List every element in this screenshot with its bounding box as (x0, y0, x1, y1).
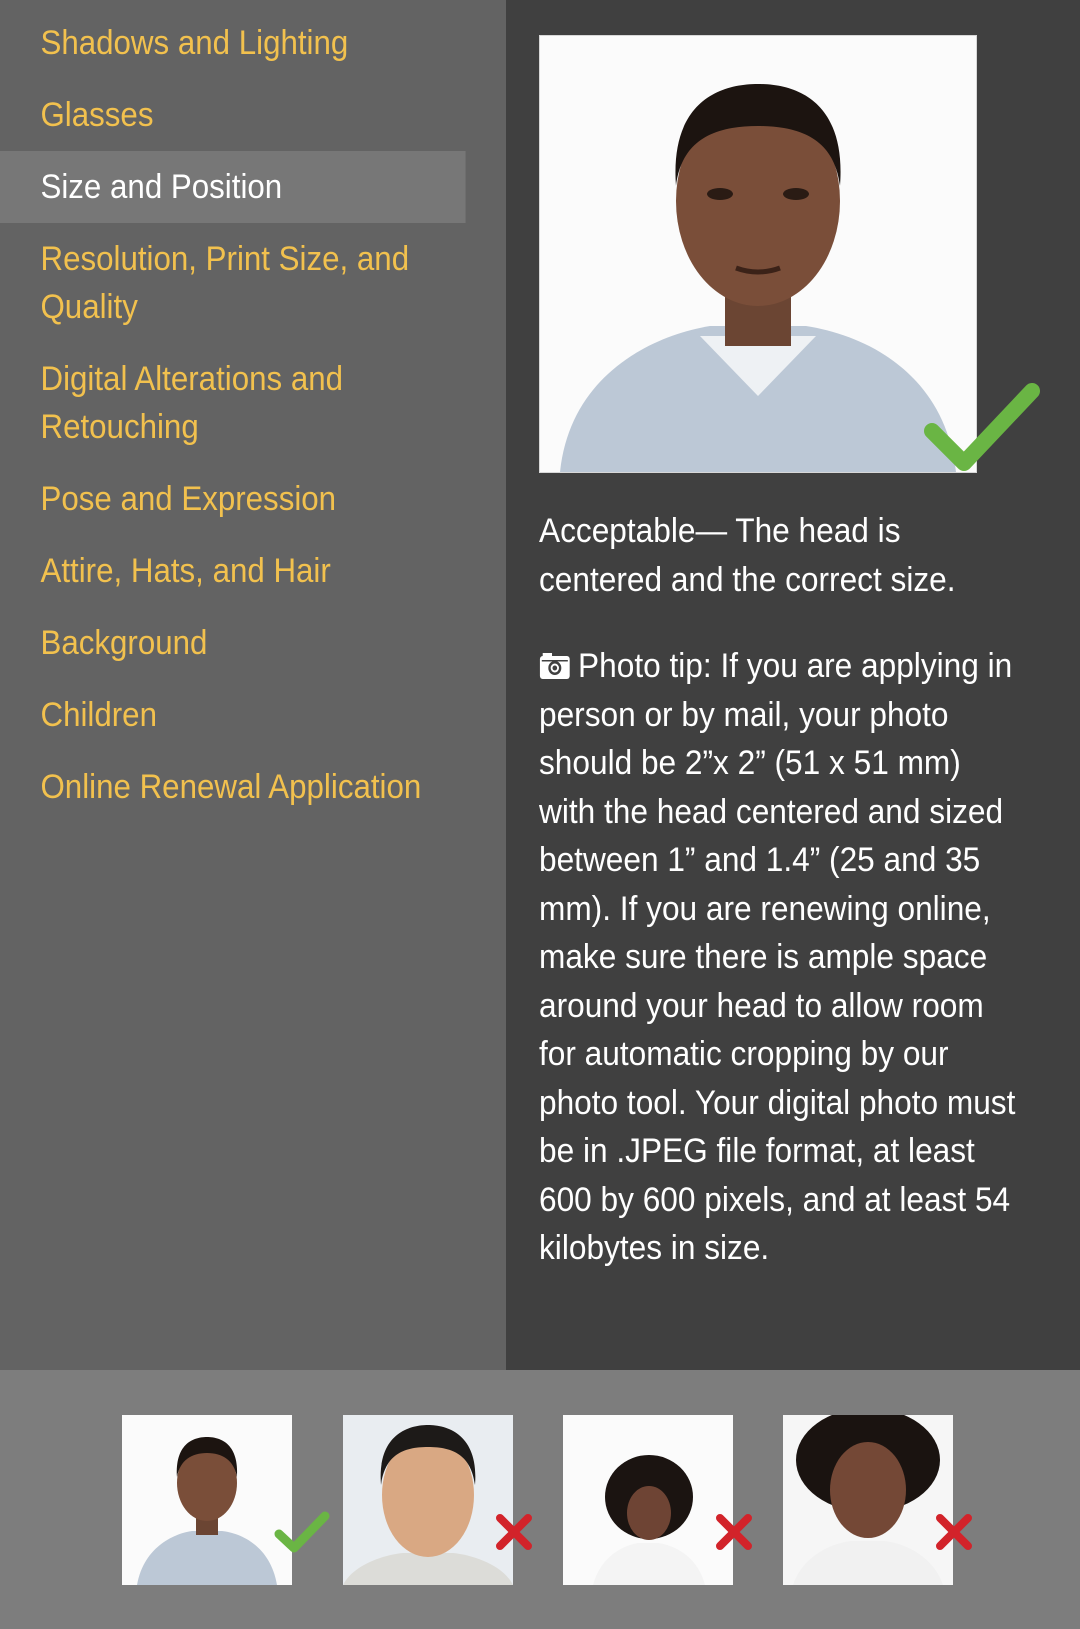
thumbnail-acceptable[interactable] (122, 1415, 292, 1585)
sidebar-item-size-position[interactable]: Size and Position (0, 151, 466, 223)
sidebar-nav (0, 0, 506, 1370)
check-icon (274, 1510, 330, 1554)
sidebar-item-shadows-lighting[interactable]: Shadows and Lighting (40, 24, 349, 62)
thumbnail-strip (0, 1370, 1080, 1629)
thumbnail-too-small[interactable] (563, 1415, 733, 1585)
sidebar-item-background[interactable]: Background (40, 624, 208, 662)
sidebar-item-digital-alterations[interactable]: Digital Alterations and Retouching (40, 360, 344, 446)
photo-tip-text: Photo tip: If you are applying in person or by mail, your photo should be 2”x 2” (51 x 51 mm) with the head centered and sized between 1” and 1.4” (25 and 35 mm). If you are renewing online, make sure there is ample space around your head to allow room for automatic cropping by our photo tool. Your digital photo must be in .JPEG file format, at least 600 by 600 pixels, and at least 54 kilobytes in size. (539, 647, 1016, 1267)
x-icon (714, 1512, 754, 1552)
x-icon (494, 1512, 534, 1552)
sidebar-item-resolution[interactable]: Resolution, Print Size, and Quality (40, 240, 410, 326)
main-content (506, 0, 1080, 1370)
example-caption: Acceptable— The head is centered and the correct size. (539, 512, 956, 599)
photo-tip (539, 642, 1023, 1273)
thumbnail-too-close[interactable] (343, 1415, 513, 1585)
thumbnail-too-large[interactable] (783, 1415, 953, 1585)
sidebar-item-children[interactable]: Children (40, 696, 157, 734)
check-icon (924, 383, 1040, 473)
sidebar-item-attire[interactable]: Attire, Hats, and Hair (40, 552, 331, 590)
camera-icon (539, 652, 571, 680)
example-photo-large (539, 35, 977, 473)
sidebar-item-online-renewal[interactable]: Online Renewal Application (40, 768, 422, 806)
sidebar-item-glasses[interactable]: Glasses (40, 96, 154, 134)
sidebar-item-pose-expression[interactable]: Pose and Expression (40, 480, 337, 518)
x-icon (934, 1512, 974, 1552)
